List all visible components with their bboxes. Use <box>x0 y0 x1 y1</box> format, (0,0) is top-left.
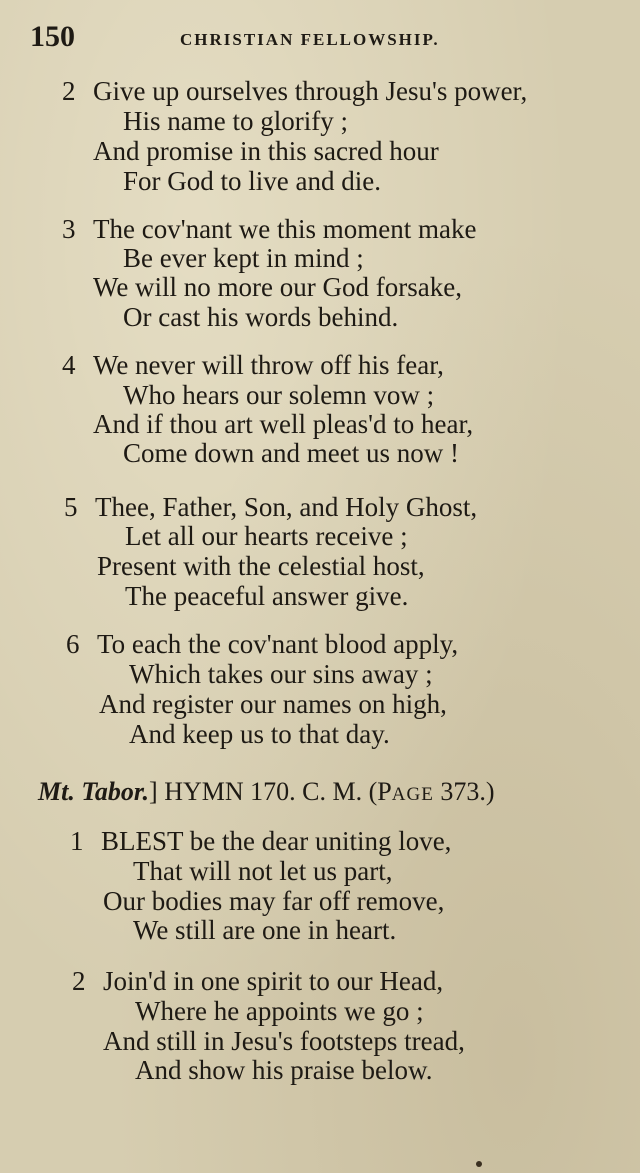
tune-name: Mt. Tabor. <box>38 777 150 806</box>
verse-line: To each the cov'nant blood apply, <box>97 629 459 659</box>
verse-line: Present with the celestial host, <box>97 551 425 581</box>
stanza-number: 4 <box>62 350 76 380</box>
stanza-number: 5 <box>64 492 78 522</box>
page-header <box>30 22 590 52</box>
stanza-number: 2 <box>62 76 76 106</box>
verse-line: We still are one in heart. <box>133 915 397 945</box>
stanza-number: 6 <box>66 629 80 659</box>
page-reference-word: AGE <box>391 784 434 805</box>
verse-line: Who hears our solemn vow ; <box>123 380 435 410</box>
verse-line: His name to glorify ; <box>123 106 348 136</box>
verse-line: Thee, Father, Son, and Holy Ghost, <box>95 492 478 522</box>
stanza-number: 1 <box>70 826 84 856</box>
verse-line: And keep us to that day. <box>129 719 390 749</box>
running-head: CHRISTIAN FELLOWSHIP. <box>180 30 440 49</box>
hymn-title: HYMN 170. C. M. <box>164 777 363 806</box>
stanza-number: 3 <box>62 214 76 244</box>
verse-line: Which takes our sins away ; <box>129 659 433 689</box>
verse-line: Join'd in one spirit to our Head, <box>103 966 444 996</box>
page-reference-open: (P <box>368 777 392 806</box>
verse-line: And register our names on high, <box>99 689 447 719</box>
verse-line: The cov'nant we this moment make <box>93 214 477 244</box>
verse-line: That will not let us part, <box>133 856 393 886</box>
stanza-number: 2 <box>72 966 86 996</box>
verse-line: For God to live and die. <box>123 166 381 196</box>
heading-bracket: ] <box>149 777 158 806</box>
verse-line: And if thou art well pleas'd to hear, <box>93 409 474 439</box>
hymn-heading <box>38 776 494 811</box>
verse-line: Or cast his words behind. <box>123 302 399 332</box>
verse-line: Our bodies may far off remove, <box>103 886 445 916</box>
ink-spot <box>476 1161 482 1167</box>
verse-line: And show his praise below. <box>135 1055 433 1085</box>
page-reference-number: 373.) <box>440 777 495 806</box>
verse-line: We will no more our God forsake, <box>93 272 462 302</box>
verse-line: Come down and meet us now ! <box>123 438 459 468</box>
verse-line: And promise in this sacred hour <box>93 136 439 166</box>
verse-line: We never will throw off his fear, <box>93 350 444 380</box>
verse-line: The peaceful answer give. <box>125 581 409 611</box>
verse-line: Give up ourselves through Jesu's power, <box>93 76 528 106</box>
page-number: 150 <box>30 20 75 53</box>
verse-line: And still in Jesu's footsteps tread, <box>103 1026 465 1056</box>
verse-line: Be ever kept in mind ; <box>123 243 364 273</box>
verse-line: Let all our hearts receive ; <box>125 521 408 551</box>
verse-line: BLEST be the dear uniting love, <box>101 826 452 856</box>
verse-line: Where he appoints we go ; <box>135 996 424 1026</box>
